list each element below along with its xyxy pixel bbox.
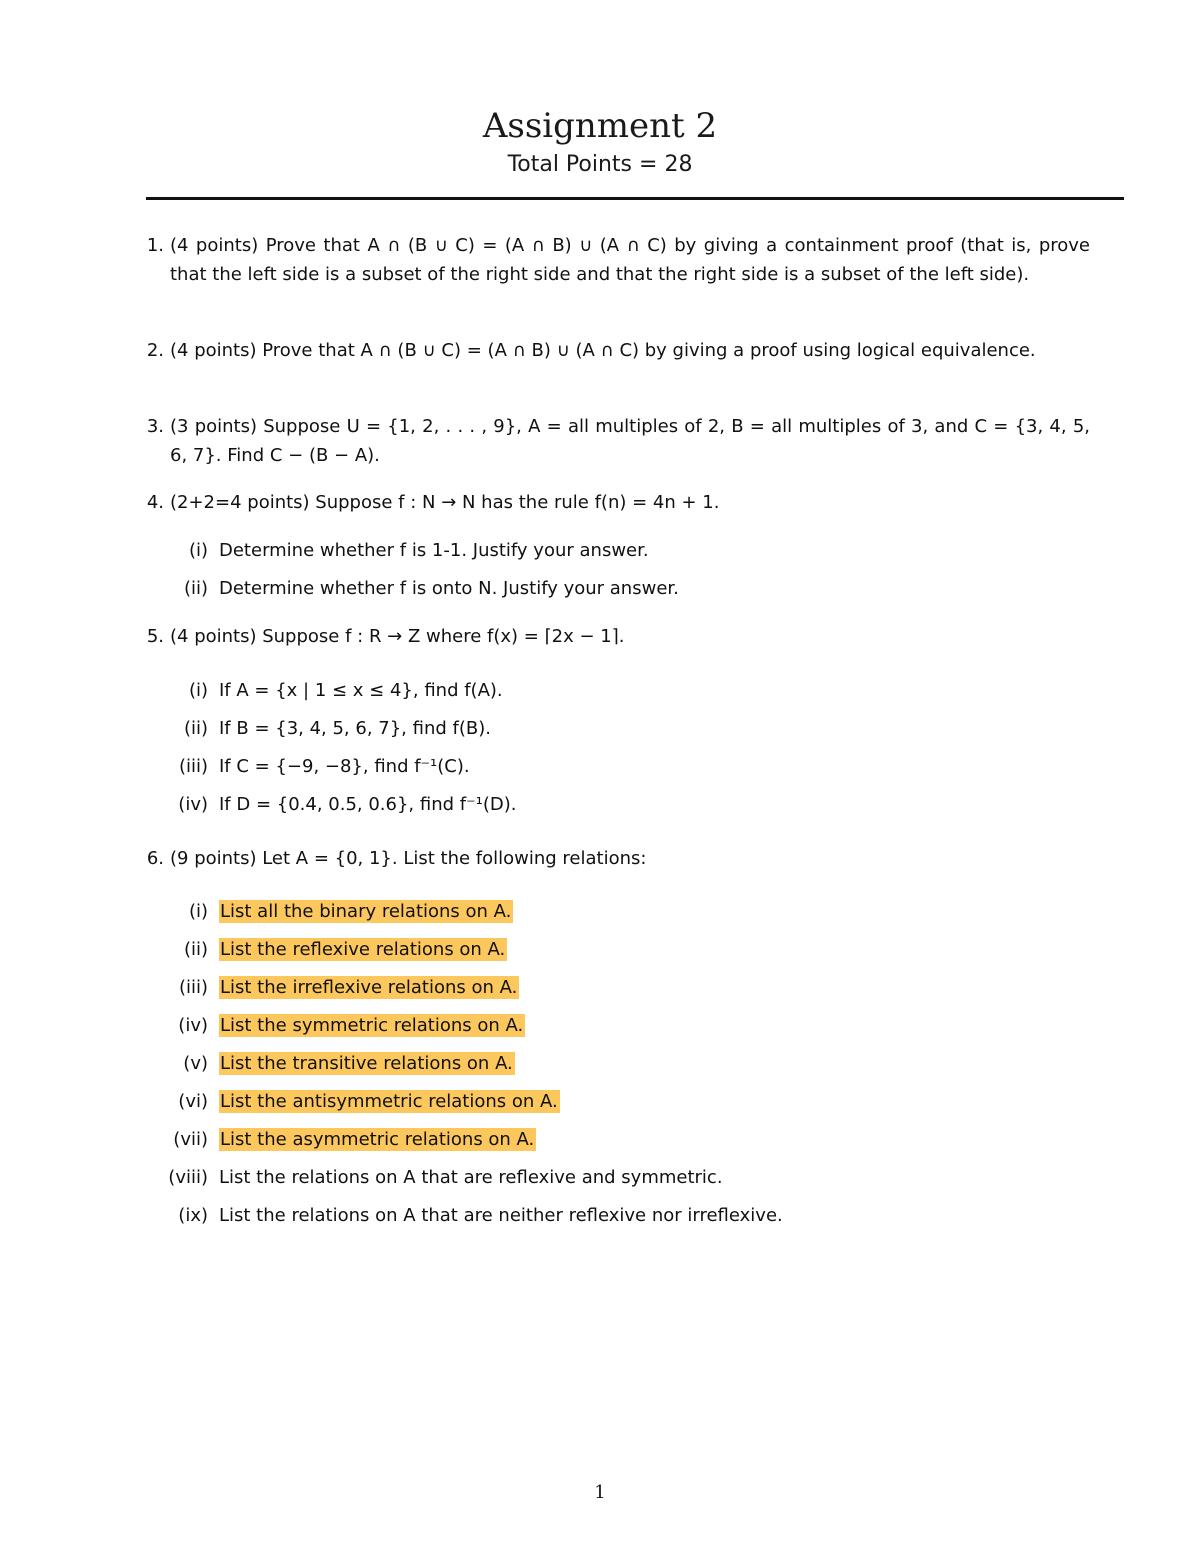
problem-6-sub-number: (iii) [178,977,208,998]
highlighted-sub-text: List the reflexive relations on A. [220,939,506,960]
problem-5-sub-number: (ii) [183,718,208,739]
problem-1-text: (4 points) Prove that A ∩ (B ∪ C) = (A ∩ B) ∪ (A ∩ C) by giving a containment proof (that is, prove that the left side is a subset of the right side and that the right side is a subset of the left side). [170,235,1090,285]
problem-5-sub-text: If D = {0.4, 0.5, 0.6}, find f⁻¹(D). [219,794,517,815]
page-number: 1 [594,1482,606,1503]
highlighted-sub-text: List all the binary relations on A. [220,901,512,922]
highlighted-sub-text: List the antisymmetric relations on A. [220,1091,558,1112]
problem-4-sub-number: (ii) [183,578,208,599]
problem-5-number: 5. [146,626,164,647]
problem-5-sub-text: If B = {3, 4, 5, 6, 7}, find f(B). [219,718,491,739]
problem-6-sub-text: List the relations on A that are reflexive and symmetric. [219,1167,723,1188]
problem-4-sub-text: Determine whether f is onto N. Justify your answer. [219,578,679,599]
problem-5-sub-number: (iv) [178,794,208,815]
problem-3-number: 3. [146,416,164,437]
problem-6-sub-number: (viii) [168,1167,208,1188]
total-points: Total Points = 28 [507,152,693,177]
problem-5-sub-number: (i) [188,680,208,701]
problem-6-text: (9 points) Let A = {0, 1}. List the following relations: [170,848,647,869]
highlighted-sub-text: List the asymmetric relations on A. [220,1129,535,1150]
problem-4-sub-number: (i) [188,540,208,561]
page-title: Assignment 2 [482,106,718,146]
problem-4-number: 4. [146,492,164,513]
problem-5-sub-text: If C = {−9, −8}, find f⁻¹(C). [219,756,470,777]
problem-4-text: (2+2=4 points) Suppose f : N → N has the rule f(n) = 4n + 1. [170,492,720,513]
problem-3-text: (3 points) Suppose U = {1, 2, . . . , 9}, A = all multiples of 2, B = all multiples of 3, and C = {3, 4, 5, 6, 7}. Find C − (B − A). [170,416,1090,466]
problem-6-sub-number: (v) [183,1053,208,1074]
problem-6-sub-number: (i) [188,901,208,922]
problem-6-number: 6. [146,848,164,869]
problem-5-text: (4 points) Suppose f : R → Z where f(x) = ⌈2x − 1⌉. [170,626,625,647]
problem-6-sub-number: (iv) [178,1015,208,1036]
problem-5-sub-text: If A = {x | 1 ≤ x ≤ 4}, find f(A). [219,680,503,701]
highlighted-sub-text: List the transitive relations on A. [220,1053,513,1074]
problem-2-number: 2. [146,340,164,361]
problem-5-sub-number: (iii) [178,756,208,777]
highlighted-sub-text: List the irreflexive relations on A. [220,977,518,998]
problem-1-number: 1. [146,235,164,256]
problem-6-sub-number: (vii) [173,1129,208,1150]
highlighted-sub-text: List the symmetric relations on A. [220,1015,524,1036]
problem-4-sub-text: Determine whether f is 1-1. Justify your answer. [219,540,649,561]
problem-6-sub-number: (vi) [178,1091,208,1112]
title-rule [146,197,1124,200]
problem-6-sub-number: (ii) [183,939,208,960]
problem-2-text: (4 points) Prove that A ∩ (B ∪ C) = (A ∩ B) ∪ (A ∩ C) by giving a proof using logical equivalence. [170,340,1036,361]
problem-6-sub-text: List the relations on A that are neither reflexive nor irreflexive. [219,1205,783,1226]
problem-6-sub-number: (ix) [178,1205,208,1226]
